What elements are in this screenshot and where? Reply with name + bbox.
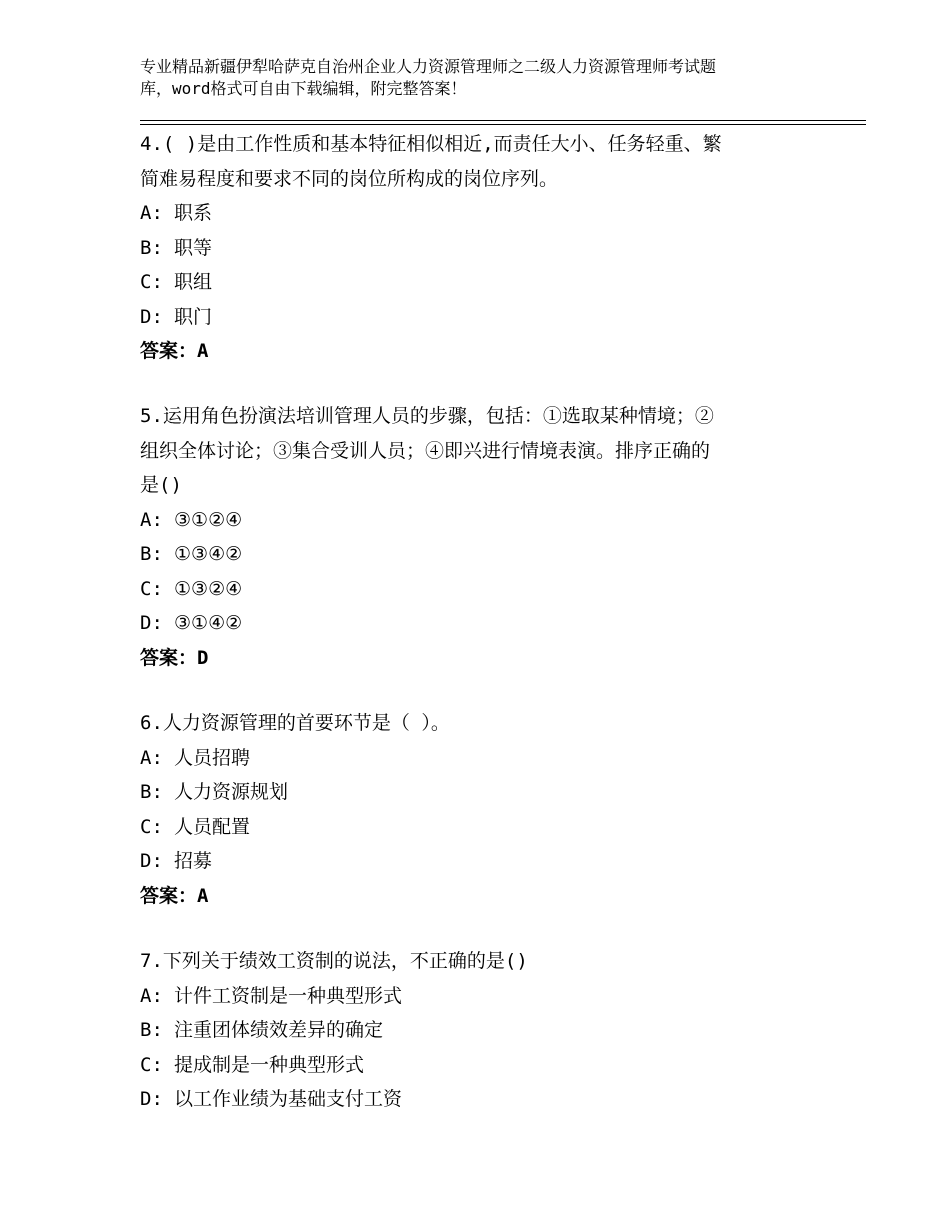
option-letter: B: — [140, 543, 163, 565]
option-text: 提成制是一种典型形式 — [174, 1053, 365, 1076]
option-b — [140, 231, 820, 266]
option-letter: A: — [140, 984, 163, 1007]
option-letter: C: — [140, 815, 163, 838]
option-c — [140, 572, 820, 607]
option-text: 人员配置 — [174, 815, 251, 838]
option-letter: D: — [140, 612, 163, 634]
question-5 — [140, 399, 820, 675]
answer-label: 答案：A — [140, 884, 209, 907]
option-text: 人力资源规划 — [174, 781, 289, 803]
option-text: 职组 — [174, 271, 213, 293]
option-a — [140, 503, 820, 538]
option-text: 职门 — [174, 305, 213, 328]
option-b — [140, 537, 820, 572]
option-text: ①③④② — [174, 543, 243, 565]
option-text: ①③②④ — [174, 577, 243, 600]
option-text: 计件工资制是一种典型形式 — [174, 984, 403, 1007]
option-letter: D: — [140, 850, 163, 872]
option-d — [140, 1082, 820, 1117]
answer-label: 答案：A — [140, 340, 209, 362]
question-text-line: 组织全体讨论；③集合受训人员；④即兴进行情境表演。排序正确的 — [140, 439, 711, 462]
question-text-line: 简难易程度和要求不同的岗位所构成的岗位序列。 — [140, 167, 559, 190]
option-letter: B: — [140, 1019, 163, 1041]
option-letter: C: — [140, 271, 163, 293]
header-rule-bottom — [140, 124, 866, 125]
option-letter: C: — [140, 1053, 163, 1076]
option-text: 注重团体绩效差异的确定 — [174, 1019, 384, 1041]
option-text: ③①④② — [174, 612, 243, 634]
document-header — [140, 56, 840, 100]
option-text: 招募 — [174, 850, 213, 872]
option-a — [140, 196, 820, 231]
option-letter: B: — [140, 236, 163, 259]
option-d — [140, 844, 820, 879]
question-text-line: 7.下列关于绩效工资制的说法，不正确的是() — [140, 950, 528, 972]
header-rule-top — [140, 120, 866, 121]
option-b — [140, 775, 820, 810]
option-letter: B: — [140, 781, 163, 803]
option-text: 以工作业绩为基础支付工资 — [174, 1088, 403, 1110]
option-letter: A: — [140, 508, 163, 531]
question-text-line: 6.人力资源管理的首要环节是（ ）。 — [140, 712, 450, 734]
option-letter: A: — [140, 746, 163, 769]
option-letter: C: — [140, 577, 163, 600]
question-6 — [140, 706, 820, 913]
option-letter: D: — [140, 305, 163, 328]
option-a — [140, 979, 820, 1014]
option-b — [140, 1013, 820, 1048]
header-line-1: 专业精品新疆伊犁哈萨克自治州企业人力资源管理师之二级人力资源管理师考试题 — [140, 57, 717, 76]
answer-label: 答案：D — [140, 646, 209, 669]
question-7 — [140, 944, 820, 1117]
question-text-line: 5.运用角色扮演法培训管理人员的步骤，包括：①选取某种情境；② — [140, 405, 714, 427]
option-c — [140, 1048, 820, 1083]
option-text: ③①②④ — [174, 508, 243, 531]
option-d — [140, 606, 820, 641]
option-a — [140, 741, 820, 776]
question-text-line: 4.( )是由工作性质和基本特征相似相近,而责任大小、任务轻重、繁 — [140, 133, 722, 155]
option-text: 人员招聘 — [174, 746, 251, 769]
option-letter: A: — [140, 202, 163, 224]
question-4 — [140, 127, 820, 369]
option-letter: D: — [140, 1088, 163, 1110]
option-c — [140, 810, 820, 845]
option-c — [140, 265, 820, 300]
question-text-line: 是() — [140, 474, 182, 496]
option-text: 职等 — [174, 236, 213, 259]
option-text: 职系 — [174, 202, 213, 224]
header-line-2: 库，word格式可自由下载编辑，附完整答案！ — [140, 79, 467, 98]
option-d — [140, 300, 820, 335]
